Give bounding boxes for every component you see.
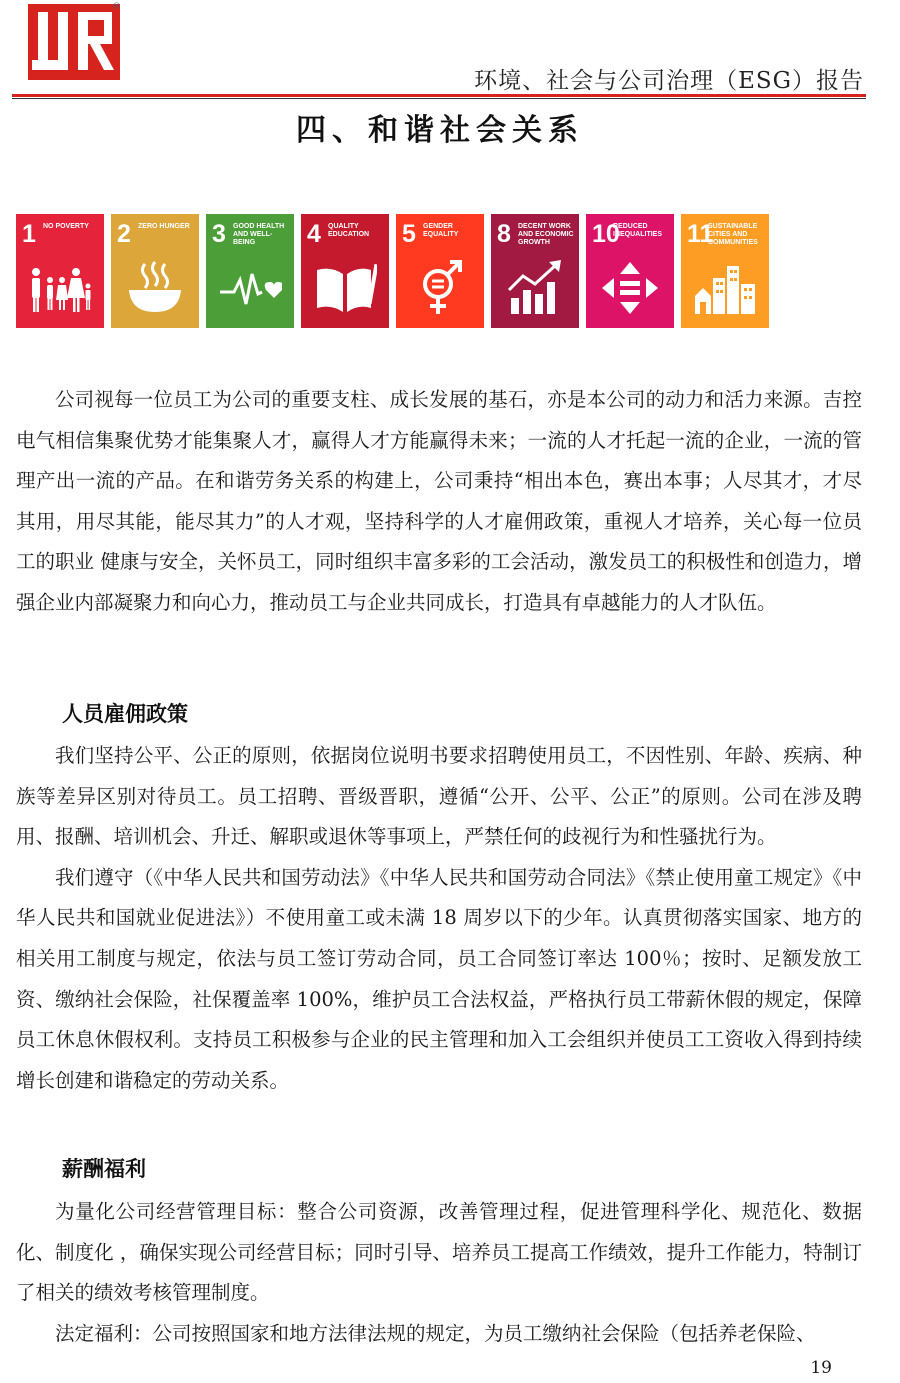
sdg-tiles — [16, 214, 776, 328]
sdg-number: 4 — [307, 220, 321, 248]
sdg-number: 11 — [687, 220, 714, 248]
sdg-tile-8 — [491, 214, 579, 328]
sdg-number: 2 — [117, 220, 131, 248]
book-icon — [313, 260, 377, 316]
sdg-label: ZERO HUNGER — [138, 223, 190, 230]
section-title: 四、和谐社会关系 — [296, 113, 584, 148]
sdg-label: NO POVERTY — [43, 223, 89, 230]
sdg-number: 8 — [497, 220, 511, 248]
employment-paragraph: 我们遵守（《中华人民共和国劳动法》《中华人民共和国劳动合同法》《禁止使用童工规定》《中华人民共和国就业促进法》）不使用童工或未满 18 周岁以下的少年。认真贯彻落实国家、地方的相关用工制度与规定，依法与员工签订劳动合同，员工合同签订率达 100％；按时、足额发放工资、缴纳社会保险，社保覆盖率 100%，维护员工合法权益，严格执行员工带薪休假的规定，保障员工休息休假权利。支持员工积极参与企业的民主管理和加入工会组织并使员工工资收入得到持续增长创建和谐稳定的劳动关系。 — [16, 865, 862, 1092]
sdg-label: GOOD HEALTH AND WELL-BEING — [233, 223, 285, 246]
growth-chart-icon — [503, 260, 567, 316]
sdg-tile-5 — [396, 214, 484, 328]
registered-mark: ® — [112, 2, 121, 12]
gender-icon — [408, 260, 472, 316]
sdg-label: DECENT WORK AND ECONOMIC GROWTH — [518, 223, 574, 246]
bowl-icon — [123, 260, 187, 316]
compensation-section — [16, 1192, 862, 1354]
compensation-paragraph: 为量化公司经营管理目标：整合公司资源，改善管理过程，促进管理科学化、规范化、数据化、制度化 ，确保实现公司经营目标；同时引导、培养员工提高工作绩效，提升工作能力，特制订了相关的绩效考核管理制度。 — [16, 1200, 862, 1305]
sdg-tile-4 — [301, 214, 389, 328]
report-title: 环境、社会与公司治理（ESG）报告 — [474, 68, 864, 94]
header-rule-red — [12, 94, 866, 97]
sdg-tile-11 — [681, 214, 769, 328]
city-icon — [693, 260, 757, 316]
sdg-tile-2 — [111, 214, 199, 328]
sdg-label: REDUCED INEQUALITIES — [613, 223, 663, 238]
equality-arrows-icon — [598, 260, 662, 316]
sdg-tile-3 — [206, 214, 294, 328]
sdg-tile-10 — [586, 214, 674, 328]
company-logo — [28, 4, 120, 80]
employment-section — [16, 736, 862, 1101]
header-rule-dark — [12, 98, 866, 99]
sdg-label: GENDER EQUALITY — [423, 223, 459, 238]
heartbeat-icon — [218, 260, 282, 316]
sdg-number: 10 — [592, 220, 620, 248]
sdg-number: 3 — [212, 220, 226, 248]
people-icon — [28, 260, 92, 316]
compensation-heading: 薪酬福利 — [62, 1157, 146, 1181]
intro-section — [16, 380, 862, 624]
employment-paragraph: 我们坚持公平、公正的原则，依据岗位说明书要求招聘使用员工，不因性别、年龄、疾病、种族等差异区别对待员工。员工招聘、晋级晋职，遵循“公开、公平、公正”的原则。公司在涉及聘用、报酬、培训机会、升迁、解职或退休等事项上，严禁任何的歧视行为和性骚扰行为。 — [16, 744, 862, 849]
employment-heading: 人员雇佣政策 — [62, 702, 188, 726]
sdg-tile-1 — [16, 214, 104, 328]
sdg-label: SUSTAINABLE CITIES AND COMMUNITIES — [708, 223, 758, 246]
sdg-number: 5 — [402, 220, 416, 248]
compensation-paragraph: 法定福利：公司按照国家和地方法律法规的规定，为员工缴纳社会保险（包括养老保险、 — [55, 1321, 816, 1345]
page-number: 19 — [810, 1358, 832, 1378]
sdg-label: QUALITY EDUCATION — [328, 223, 370, 238]
sdg-number: 1 — [22, 220, 36, 248]
intro-paragraph: 公司视每一位员工为公司的重要支柱、成长发展的基石，亦是本公司的动力和活力来源。吉控电气相信集聚优势才能集聚人才，赢得人才方能赢得未来；一流的人才托起一流的企业，一流的管理产出一流的产品。在和谐劳务关系的构建上，公司秉持“相出本色，赛出本事；人尽其才，才尽其用，用尽其能，能尽其力”的人才观，坚持科学的人才雇佣政策，重视人才培养，关心每一位员工的职业 健康与安全，关怀员工，同时组织丰富多彩的工会活动，激发员工的积极性和创造力，增强企业内部凝聚力和向心力，推动员工与企业共同成长，打造具有卓越能力的人才队伍。 — [16, 388, 862, 614]
